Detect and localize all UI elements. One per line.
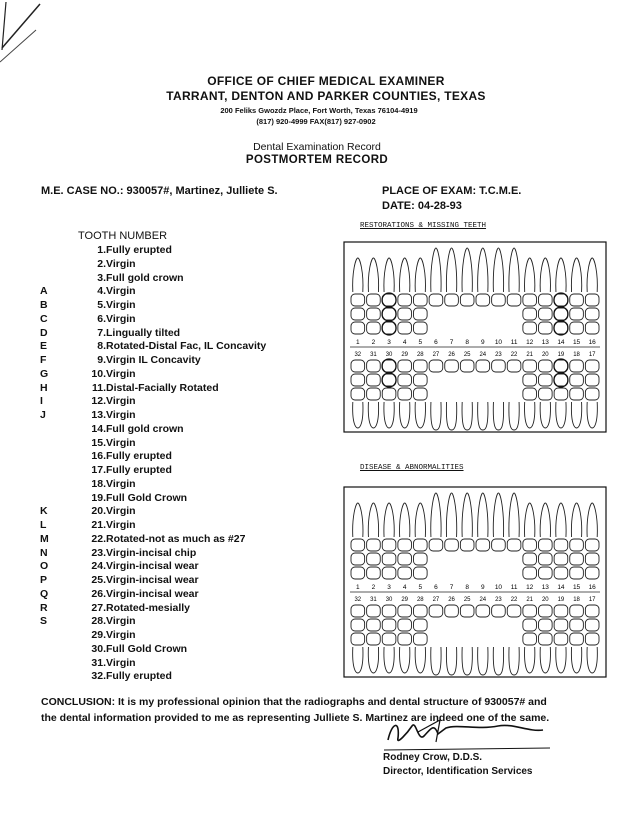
tooth-number-label: 16 [588,584,596,591]
tooth-description: Virgin-incisal wear [106,560,199,573]
tooth-number: 9. [97,354,106,366]
tooth-row [40,450,340,464]
tooth-row [40,313,340,327]
tooth-number-label: 8 [465,584,469,591]
tooth-number-label: 5 [418,584,423,591]
tooth-letter: B [40,299,48,311]
tooth-description: Full gold crown [106,271,184,284]
office-address: 200 Feliks Gwozdz Place, Fort Worth, Texas 76104-4919 [220,106,418,115]
tooth-number-label: 21 [526,597,534,603]
tooth-row [40,354,340,368]
tooth-letter: H [40,381,48,394]
tooth-letter: R [40,601,48,614]
tooth-number: 11. [91,381,106,394]
tooth-row [40,340,340,354]
tooth-number: 19. [91,491,106,504]
tooth-number-label: 28 [416,597,424,603]
tooth-number-label: 30 [385,352,393,358]
tooth-number-label: 4 [402,584,407,591]
tooth-number: 30. [91,642,106,655]
tooth-letter: A [40,285,48,298]
tooth-number: 16. [91,450,106,463]
tooth-number-label: 14 [557,584,565,591]
tooth-description: Virgin [106,367,136,380]
tooth-number-label: 5 [418,339,423,346]
tooth-number: 8. [97,340,106,353]
tooth-description: Full Gold Crown [106,642,188,655]
record-title: POSTMORTEM RECORD [245,154,389,166]
tooth-number-label: 19 [557,597,565,603]
tooth-letter: F [40,354,47,366]
tooth-number-label: 2 [371,584,376,591]
tooth-number-label: 32 [354,597,362,603]
tooth-row [40,533,340,547]
tooth-description: Virgin [106,285,136,298]
tooth-number-label: 32 [354,352,362,358]
tooth-number-label: 13 [541,584,549,591]
tooth-number: 13. [91,409,106,421]
tooth-letter: Q [40,587,49,600]
tooth-number-label: 7 [449,339,454,346]
tooth-row [40,327,340,341]
tooth-description: Virgin IL Concavity [106,354,201,366]
tooth-description: Virgin-incisal chip [106,546,197,559]
tooth-letter: N [40,546,48,559]
tooth-number-label: 23 [495,352,502,358]
tooth-number-label: 11 [510,584,518,591]
tooth-row [40,547,340,561]
tooth-row [40,244,340,258]
tooth-number-label: 15 [572,584,581,591]
tooth-letter: S [40,615,48,628]
place-of-exam: PLACE OF EXAM: T.C.M.E. [382,185,522,197]
counties-title: TARRANT, DENTON AND PARKER COUNTIES, TEXAS [166,89,486,103]
tooth-number-label: 15 [572,339,581,346]
tooth-number: 12. [91,395,106,408]
tooth-number-label: 6 [434,339,438,346]
tooth-number: 27. [91,601,106,614]
tooth-number-label: 2 [371,339,376,346]
tooth-description: Virgin [106,312,136,325]
tooth-number: 23. [91,546,106,559]
tooth-description: Lingually tilted [106,326,181,339]
restorations-chart-title: RESTORATIONS & MISSING TEETH [360,222,487,230]
tooth-row [40,409,340,423]
office-phone: (817) 920-4999 FAX(817) 927-0902 [256,117,376,126]
tooth-row [40,657,340,671]
tooth-row [40,615,340,629]
tooth-list-title: TOOTH NUMBER [78,230,168,242]
tooth-number-label: 29 [401,597,409,603]
tooth-number: 10. [91,367,106,380]
tooth-number-label: 18 [573,352,580,358]
tooth-description: Distal-Facially Rotated [106,381,219,394]
exam-date: DATE: 04-28-93 [382,200,462,212]
tooth-description: Fully erupted [106,244,172,256]
tooth-row [40,423,340,437]
disease-chart-title: DISEASE & ABNORMALITIES [360,464,464,472]
tooth-number-label: 24 [479,597,487,603]
tooth-description: Full Gold Crown [106,491,188,504]
tooth-number: 4. [97,285,106,298]
tooth-row [40,505,340,519]
tooth-number-label: 28 [416,352,424,358]
tooth-number: 5. [97,299,106,311]
tooth-number: 3. [97,271,106,284]
tooth-number: 2. [97,257,106,270]
tooth-description: Virgin [106,656,136,669]
tooth-description: Rotated-Distal Fac, IL Concavity [106,340,267,353]
tooth-number: 7. [97,326,106,339]
corner-mark [0,0,60,70]
tooth-number-label: 17 [588,597,596,603]
tooth-number: 6. [97,312,106,325]
tooth-row [40,395,340,409]
tooth-number-label: 23 [495,597,502,603]
tooth-number-label: 12 [526,584,534,591]
tooth-description: Virgin [106,615,136,628]
case-number: M.E. CASE NO.: 930057#, Martinez, Julliete S. [41,185,278,197]
tooth-number: 15. [91,436,106,449]
tooth-number-label: 7 [449,584,454,591]
tooth-number-label: 3 [387,339,391,346]
tooth-number-label: 18 [573,597,580,603]
tooth-number-label: 22 [510,597,518,603]
tooth-number: 24. [91,560,106,573]
tooth-number: 29. [91,629,106,641]
tooth-description: Virgin [106,299,136,311]
tooth-row [40,643,340,657]
tooth-description: Full gold crown [106,422,184,435]
tooth-row [40,437,340,451]
tooth-number-label: 31 [370,597,377,603]
tooth-description: Rotated-not as much as #27 [106,532,246,545]
tooth-row [40,670,340,684]
record-type: Dental Examination Record [253,141,381,153]
tooth-row [40,560,340,574]
tooth-number: 1. [97,244,106,256]
tooth-number: 31. [91,656,106,669]
tooth-number-label: 13 [541,339,549,346]
tooth-number-label: 20 [541,597,549,603]
tooth-number-label: 8 [465,339,469,346]
office-title: OFFICE OF CHIEF MEDICAL EXAMINER [207,74,445,88]
tooth-number: 17. [91,464,106,476]
signer-name: Rodney Crow, D.D.S. [383,752,483,763]
tooth-description: Virgin [106,409,136,421]
tooth-number-label: 30 [385,597,393,603]
tooth-letter: K [40,505,48,518]
tooth-letter: D [40,326,48,339]
tooth-number-label: 10 [494,584,503,591]
tooth-row [40,588,340,602]
tooth-row [40,629,340,643]
tooth-number-label: 26 [448,352,455,358]
tooth-number: 21. [91,519,106,531]
tooth-number: 22. [91,532,106,545]
tooth-description: Fully erupted [106,450,172,463]
tooth-row [40,478,340,492]
tooth-description: Fully erupted [106,464,172,476]
tooth-number-label: 10 [494,339,503,346]
tooth-letter: O [40,560,49,573]
tooth-number-label: 16 [588,339,596,346]
tooth-number-label: 27 [432,597,440,603]
tooth-number-label: 17 [588,352,596,358]
tooth-letter: I [40,395,43,408]
tooth-number-label: 3 [387,584,391,591]
tooth-number-label: 9 [481,339,485,346]
tooth-number-label: 1 [356,584,360,591]
tooth-row [40,492,340,506]
tooth-number-label: 6 [434,584,438,591]
tooth-number-label: 24 [479,352,487,358]
tooth-number: 18. [91,477,106,490]
tooth-number-label: 27 [432,352,440,358]
tooth-number: 20. [91,505,106,518]
tooth-number-label: 29 [401,352,409,358]
tooth-number: 14. [91,422,106,435]
tooth-description: Virgin-incisal wear [106,574,199,586]
tooth-description: Rotated-mesially [106,601,191,614]
tooth-number-label: 14 [557,339,565,346]
tooth-row [40,574,340,588]
tooth-description: Fully erupted [106,670,172,683]
tooth-number-label: 25 [463,352,471,358]
tooth-letter: C [40,312,48,325]
tooth-number-label: 19 [557,352,565,358]
tooth-letter: J [40,409,46,421]
tooth-description: Virgin [106,257,136,270]
tooth-description: Virgin [106,629,136,641]
tooth-letter: M [40,532,49,545]
tooth-row [40,299,340,313]
tooth-description: Virgin [106,436,136,449]
tooth-number: 25. [91,574,106,586]
tooth-number-label: 22 [510,352,518,358]
conclusion-line-1: CONCLUSION: It is my professional opinion that the radiographs and dental structure of 930057# and [41,696,547,708]
tooth-number: 28. [91,615,106,628]
tooth-number-label: 26 [448,597,455,603]
tooth-row [40,519,340,533]
tooth-description: Virgin [106,519,136,531]
tooth-description: Virgin [106,395,136,408]
restorations-dental-chart [342,240,614,440]
tooth-number-label: 1 [356,339,360,346]
tooth-letter: L [40,519,47,531]
tooth-number-label: 4 [402,339,407,346]
tooth-number: 32. [91,670,106,683]
tooth-letter: G [40,367,49,380]
conclusion-line-2: the dental information provided to me as representing Julliete S. Martinez are indeed one of the same. [41,712,550,724]
tooth-row [40,602,340,616]
tooth-number-label: 12 [526,339,534,346]
tooth-number-label: 20 [541,352,549,358]
tooth-number-label: 21 [526,352,534,358]
tooth-number-label: 31 [370,352,377,358]
tooth-description: Virgin-incisal wear [106,587,199,600]
tooth-description: Virgin [106,477,136,490]
tooth-number: 26. [91,587,106,600]
signer-title: Director, Identification Services [383,766,533,777]
tooth-row [40,382,340,396]
tooth-row [40,464,340,478]
tooth-letter: P [40,574,48,586]
tooth-number-label: 25 [463,597,471,603]
tooth-row [40,272,340,286]
tooth-number-label: 9 [481,584,485,591]
disease-dental-chart [342,485,614,685]
tooth-row [40,285,340,299]
tooth-description: Virgin [106,505,136,518]
tooth-row [40,258,340,272]
tooth-letter: E [40,340,48,353]
handwritten-signature [378,712,558,752]
tooth-number-label: 11 [510,339,518,346]
tooth-row [40,368,340,382]
